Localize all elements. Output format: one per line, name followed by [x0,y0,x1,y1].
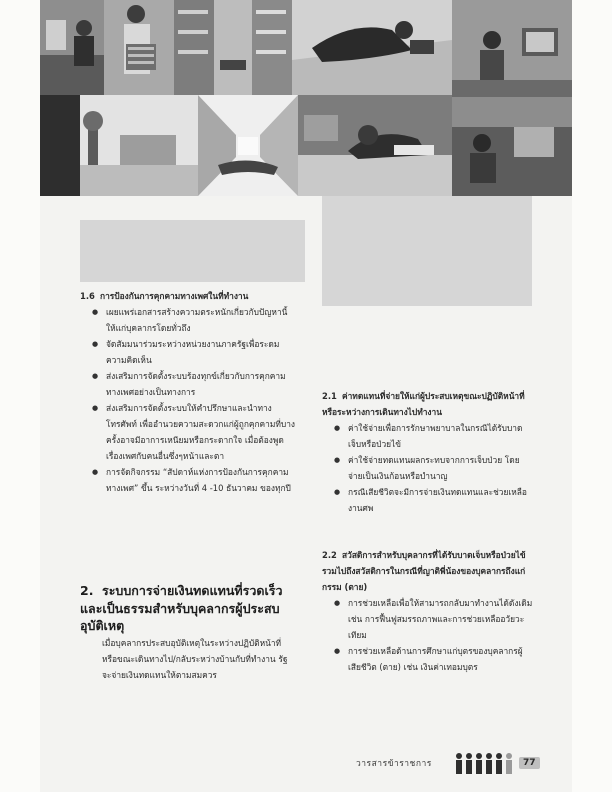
photo-corridor [198,95,298,196]
faded-text-block [80,220,305,282]
photo-archive-shelves [174,0,292,95]
section-2-2-title: สวัสดิการสำหรับบุคลากรที่ได้รับบาดเจ็บหรือป่วยไข้ รวมไปถึงสวัสดิการในกรณีที่ญาติพี่น้องของบุคลากรถึงแก่กรรม (ตาย) [322,550,526,592]
section-1-6-bullet: ● ส่งเสริมการจัดตั้งระบบร้องทุกข์เกี่ยวกับการคุกคามทางเพศอย่างเป็นทางการ [92,368,295,400]
section-2-1-heading [322,388,534,420]
section-1-6 [80,288,295,496]
section-2-1-number: 2.1 [322,391,337,401]
photo-desk-with-plant [80,95,198,196]
section-2-1 [322,388,534,516]
faded-image-block [322,196,532,306]
people-silhouettes-icon [453,752,517,774]
section-1-6-bullet: ● เผยแพร่เอกสารสร้างความตระหนักเกี่ยวกับปัญหานี้ให้แก่บุคลากรโดยทั่วถึง [92,304,295,336]
section-2-1-bullet: ● ค่าใช้จ่ายเพื่อการรักษาพยาบาลในกรณีได้รับบาดเจ็บหรือป่วยไข้ [334,420,534,452]
section-2-2 [322,547,534,675]
section-2-body: เมื่อบุคลากรประสบอุบัติเหตุในระหว่างปฏิบัติหน้าที่ หรือขณะเดินทางไป/กลับระหว่างบ้านกับที่ทำงาน รัฐจะจ่ายเงินทดแทนให้ตามสมควร [102,637,288,680]
photo-worker-at-terminal [452,97,572,196]
section-1-6-number: 1.6 [80,291,95,301]
photo-office-desk [40,0,104,95]
section-1-6-bullet: ● จัดสัมมนาร่วมระหว่างหน่วยงานภาครัฐเพื่อระดมความคิดเห็น [92,336,295,368]
photo-man-carrying-files [104,0,174,95]
section-1-6-bullet: ● การจัดกิจกรรม “สัปดาห์แห่งการป้องกันการคุกคามทางเพศ” ขึ้น ระหว่างวันที่ 4 -10 ธันวาคม ของทุกปี [92,464,295,496]
photo-office-computers [452,0,572,97]
section-2-2-bullet: ● การช่วยเหลือเพื่อให้สามารถกลับมาทำงานได้ดังเดิม เช่น การฟื้นฟูสมรรถภาพและการช่วยเหลืออวัยวะเทียม [334,595,534,643]
section-2-1-bullet: ● กรณีเสียชีวิตจะมีการจ่ายเงินทดแทนและช่วยเหลืองานศพ [334,484,534,516]
page-number: 77 [519,757,540,769]
section-1-6-heading [80,288,295,304]
photo-man-asleep-at-desk [298,95,452,196]
section-2 [80,582,295,683]
section-2-2-bullet: ● การช่วยเหลือด้านการศึกษาแก่บุตรของบุคลากรผู้เสียชีวิต (ตาย) เช่น เงินค่าเทอมบุตร [334,643,534,675]
section-2-title: ระบบการจ่ายเงินทดแทนที่รวดเร็วและเป็นธรรมสำหรับบุคลากรผู้ประสบอุบัติเหตุ [80,583,283,633]
section-2-number: 2. [80,583,94,598]
page-footer [356,752,562,774]
section-2-1-bullet: ● ค่าใช้จ่ายทดแทนผลกระทบจากการเจ็บป่วย โดยจ่ายเป็นเงินก้อนหรือบำนาญ [334,452,534,484]
section-2-2-number: 2.2 [322,550,337,560]
journal-title: วารสารข้าราชการ [356,759,432,769]
section-2-1-title: ค่าทดแทนที่จ่ายให้แก่ผู้ประสบเหตุขณะปฏิบัติหน้าที่หรือระหว่างการเดินทางไปทำงาน [322,391,525,417]
section-2-heading [80,582,295,635]
section-1-6-bullet: ● ส่งเสริมการจัดตั้งระบบให้คำปรึกษาและนำทางโทรศัพท์ เพื่ออำนวยความสะดวกแก่ผู้ถูกคุกคามที่บางครั้งอาจมีอาการเหนียมหรือกระดากใจ เมื่อต้องพูดเรื่องเพศกับคนอื่นซึ่งๆหน้าและตา [92,400,295,464]
photo-man-sleeping-on-floor [292,0,452,97]
photo-collage [40,0,572,196]
section-2-2-heading [322,547,534,595]
section-1-6-title: การป้องกันการคุกคามทางเพศในที่ทำงาน [100,291,249,301]
